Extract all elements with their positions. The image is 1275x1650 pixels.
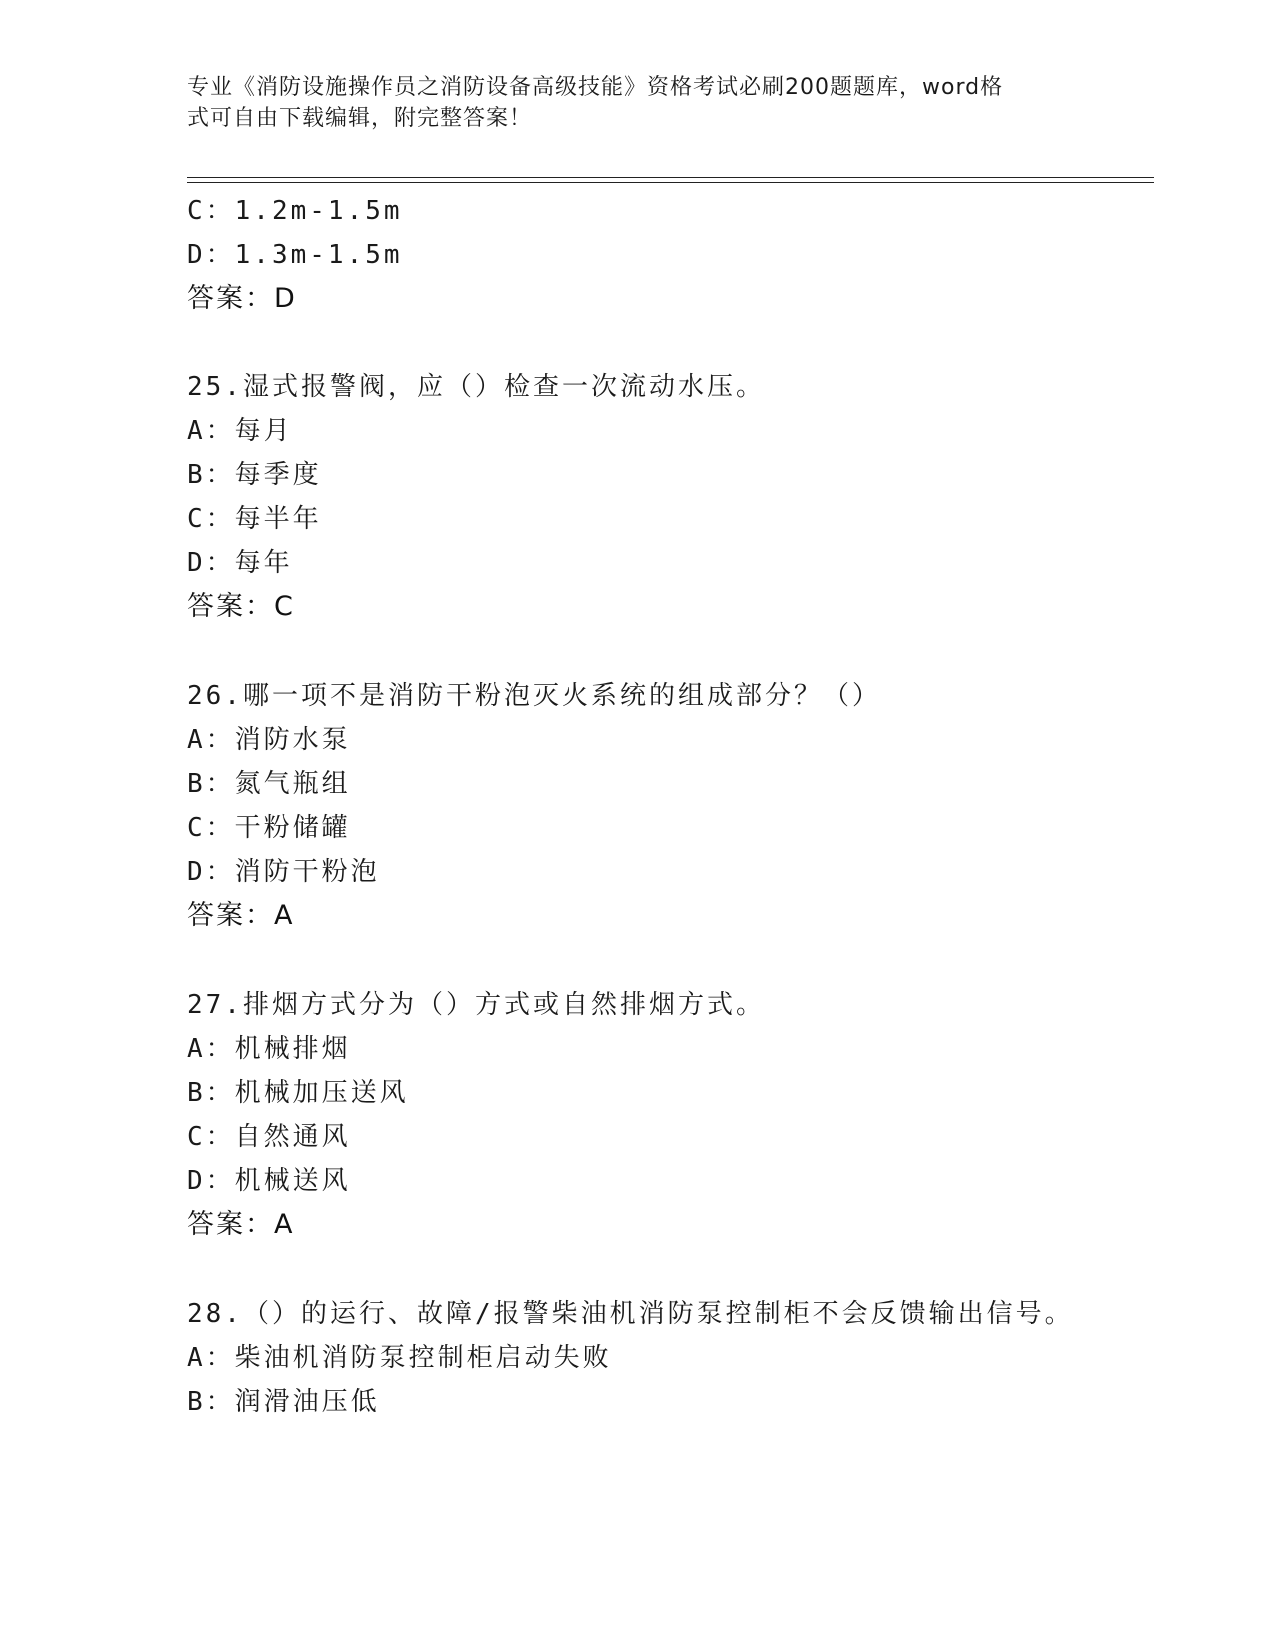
- header-line-1: 专业《消防设施操作员之消防设备高级技能》资格考试必刷200题题库，word格: [187, 75, 1004, 100]
- answer-line: 答案：D: [187, 283, 297, 314]
- option-line: B：氮气瓶组: [187, 769, 351, 799]
- header-line-2: 式可自由下载编辑，附完整答案！: [187, 106, 533, 131]
- option-line: D：每年: [187, 548, 293, 578]
- option-line: A：机械排烟: [187, 1034, 351, 1064]
- header-divider-top: [187, 177, 1154, 178]
- answer-line: 答案：C: [187, 591, 295, 622]
- header-divider-bottom: [187, 182, 1154, 183]
- question-line: 27.排烟方式分为（）方式或自然排烟方式。: [187, 990, 765, 1020]
- option-line: D：机械送风: [187, 1166, 351, 1196]
- question-line: 28.（）的运行、故障/报警柴油机消防泵控制柜不会反馈输出信号。: [187, 1299, 1074, 1329]
- option-line: D：消防干粉泡: [187, 857, 380, 887]
- option-line: B：机械加压送风: [187, 1078, 409, 1108]
- option-line: A：消防水泵: [187, 725, 351, 755]
- option-line: B：润滑油压低: [187, 1387, 380, 1417]
- option-line: C：每半年: [187, 504, 322, 534]
- answer-line: 答案：A: [187, 1209, 295, 1240]
- question-line: 26.哪一项不是消防干粉泡灭火系统的组成部分？（）: [187, 681, 881, 711]
- option-line: B：每季度: [187, 460, 322, 490]
- option-line: A：柴油机消防泵控制柜启动失败: [187, 1343, 612, 1373]
- document-header: [187, 72, 1067, 134]
- option-line: C：自然通风: [187, 1122, 351, 1152]
- answer-line: 答案：A: [187, 900, 295, 931]
- option-line: C：1.2m-1.5m: [187, 196, 403, 226]
- question-line: 25.湿式报警阀，应（）检查一次流动水压。: [187, 372, 765, 402]
- option-line: C：干粉储罐: [187, 813, 351, 843]
- option-line: A：每月: [187, 416, 293, 446]
- option-line: D：1.3m-1.5m: [187, 240, 403, 270]
